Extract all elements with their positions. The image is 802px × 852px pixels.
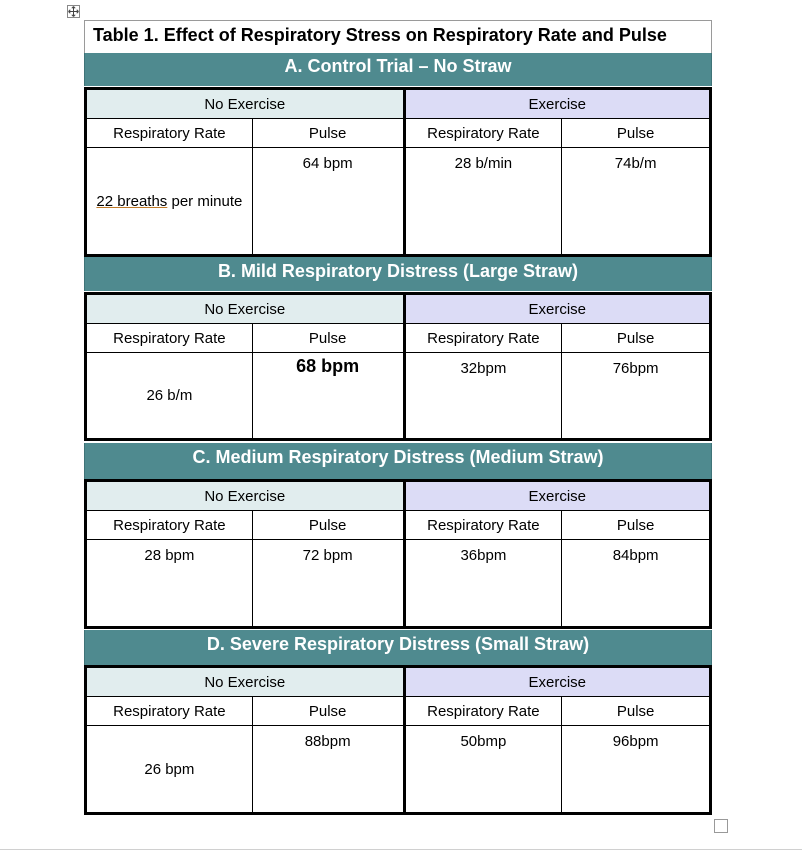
no-exercise-header: No Exercise — [86, 481, 405, 511]
section-a-table — [84, 87, 712, 257]
respiratory-rate-label: Respiratory Rate — [404, 119, 562, 148]
section-b-heading: B. Mild Respiratory Distress (Large Straw) — [84, 257, 712, 291]
exercise-pulse-value: 96bpm — [562, 726, 711, 814]
exercise-respiratory-rate-value: 36bpm — [404, 540, 562, 628]
exercise-pulse-value: 74b/m — [562, 148, 711, 256]
respiratory-rate-label: Respiratory Rate — [404, 511, 562, 540]
respiratory-rate-value-part: per minute — [167, 192, 243, 210]
section-d-table — [84, 665, 712, 815]
section-c-table — [84, 479, 712, 629]
exercise-header: Exercise — [404, 481, 710, 511]
no-exercise-header: No Exercise — [86, 294, 405, 324]
respiratory-rate-label: Respiratory Rate — [404, 324, 562, 353]
no-exercise-respiratory-rate-value: 26 b/m — [86, 353, 253, 440]
exercise-respiratory-rate-value: 50bmp — [404, 726, 562, 814]
no-exercise-respiratory-rate-value — [86, 148, 253, 256]
pulse-label: Pulse — [252, 324, 404, 353]
respiratory-rate-label: Respiratory Rate — [86, 324, 253, 353]
no-exercise-header: No Exercise — [86, 667, 405, 697]
exercise-pulse-value: 84bpm — [562, 540, 711, 628]
exercise-respiratory-rate-value: 32bpm — [404, 353, 562, 440]
respiratory-rate-value-part: 22 breaths — [96, 192, 168, 210]
respiratory-rate-label: Respiratory Rate — [86, 119, 253, 148]
exercise-pulse-value: 76bpm — [562, 353, 711, 440]
table-resize-handle[interactable] — [714, 819, 728, 833]
respiratory-rate-label: Respiratory Rate — [86, 697, 253, 726]
respiratory-rate-label: Respiratory Rate — [404, 697, 562, 726]
pulse-label: Pulse — [252, 697, 404, 726]
pulse-value-text: 68 bpm — [296, 356, 360, 376]
pulse-label: Pulse — [562, 697, 711, 726]
table-title: Table 1. Effect of Respiratory Stress on Respiratory Rate and Pulse — [84, 20, 712, 53]
respiratory-rate-label: Respiratory Rate — [86, 511, 253, 540]
pulse-label: Pulse — [562, 324, 711, 353]
exercise-header: Exercise — [404, 667, 710, 697]
section-a-heading: A. Control Trial – No Straw — [84, 53, 712, 86]
page-bottom-divider — [0, 849, 802, 850]
no-exercise-pulse-value: 64 bpm — [252, 148, 404, 256]
table-move-handle[interactable] — [67, 5, 80, 18]
no-exercise-pulse-value: 72 bpm — [252, 540, 404, 628]
move-arrows-icon — [68, 6, 79, 17]
exercise-header: Exercise — [404, 89, 710, 119]
pulse-label: Pulse — [252, 511, 404, 540]
no-exercise-pulse-value: 88bpm — [252, 726, 404, 814]
no-exercise-respiratory-rate-value: 28 bpm — [86, 540, 253, 628]
section-b-table — [84, 292, 712, 441]
pulse-label: Pulse — [252, 119, 404, 148]
no-exercise-pulse-value — [252, 353, 404, 440]
exercise-header: Exercise — [404, 294, 710, 324]
exercise-respiratory-rate-value: 28 b/min — [404, 148, 562, 256]
pulse-label: Pulse — [562, 119, 711, 148]
no-exercise-respiratory-rate-value: 26 bpm — [86, 726, 253, 814]
section-c-heading: C. Medium Respiratory Distress (Medium Straw) — [84, 443, 712, 479]
pulse-label: Pulse — [562, 511, 711, 540]
section-d-heading: D. Severe Respiratory Distress (Small Straw) — [84, 630, 712, 665]
no-exercise-header: No Exercise — [86, 89, 405, 119]
